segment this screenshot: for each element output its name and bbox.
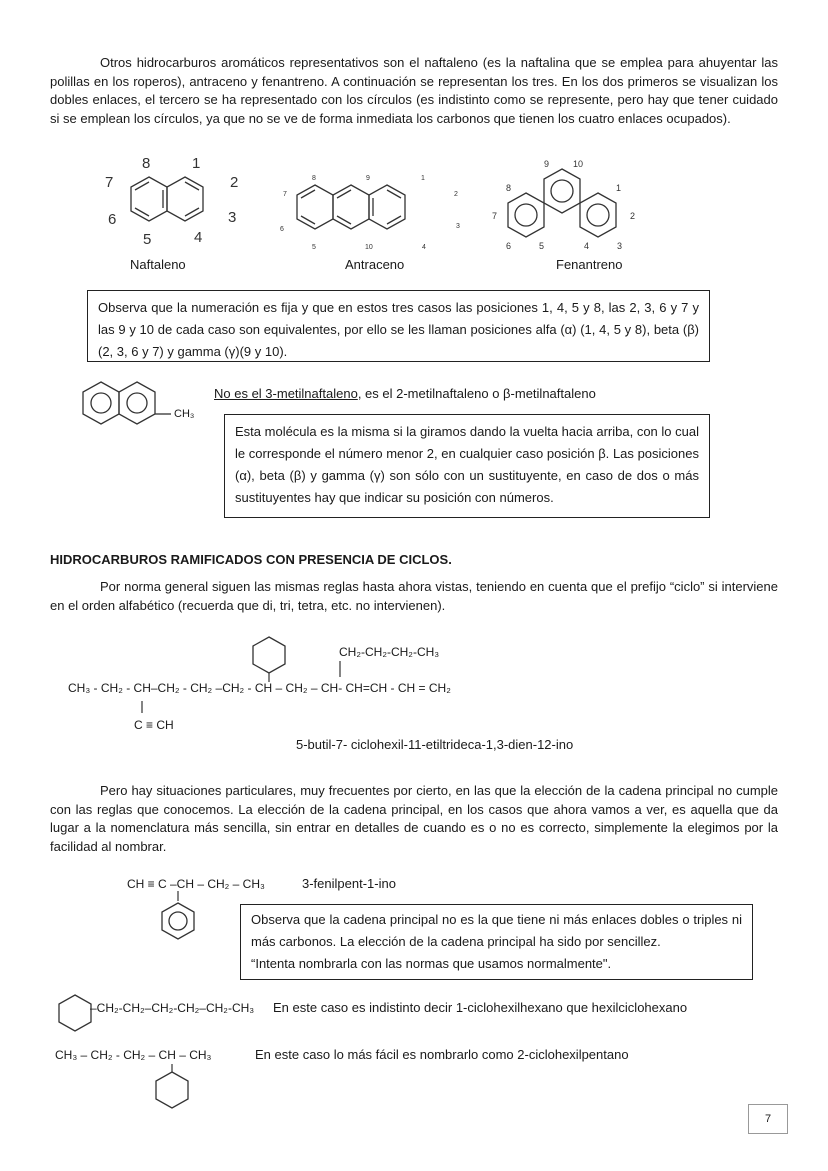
antraceno-pos-1: 1 [421,175,425,182]
hexyl-formula: –CH₂-CH₂–CH₂-CH₂–CH₂-CH₃ [90,1001,255,1015]
fenantreno-pos-9: 9 [544,159,550,169]
methylnaphthalene-structure [74,378,214,428]
fenantreno-pos-4: 4 [584,241,590,251]
antraceno-pos-5: 5 [312,244,316,251]
phenyl-note-text-1: Observa que la cadena principal no es la que tiene ni más enlaces dobles o triples ni más carbonos. La elección de la cadena principal ha sido por sencillez. [251,912,742,949]
hexyl-note: En este caso es indistinto decir 1-ciclohexilhexano que hexilciclohexano [273,1000,688,1015]
fenantreno-pos-10: 10 [573,159,584,169]
antraceno-pos-3: 3 [456,223,460,230]
antraceno-structure [270,165,470,260]
naftaleno-pos-1: 1 [192,155,201,172]
cyclohexyl-ring-pentyl [152,1064,192,1114]
fenantreno-pos-7: 7 [492,211,498,221]
pentyl-note: En este caso lo más fácil es nombrarlo como 2-ciclohexilpentano [255,1047,629,1062]
example1-name: 5-butil-7- ciclohexil-11-etiltrideca-1,3-dien-12-ino [296,737,574,752]
naftaleno-pos-3: 3 [228,209,237,226]
naftaleno-pos-2: 2 [230,174,239,191]
naftaleno-structure [95,150,255,260]
positions-note-text: Observa que la numeración es fija y que en estos tres casos las posiciones 1, 4, 5 y 8, las 2, 3, 6 y 7 y las 9 y 10 de cada caso son equivalentes, por ello se les llaman posiciones alfa (α) (1, 4, 5 y 8), beta (β) (2, 3, 6 y 7) y gamma (γ)(9 y 10). [98,300,699,359]
fenantreno-pos-3: 3 [617,241,623,251]
section-paragraph: Por norma general siguen las mismas reglas hasta ahora vistas, teniendo en cuenta que el prefijo “ciclo” si interviene en el orden alfabético (recuerda que di, tri, tetra, etc. no intervienen). [50,579,778,613]
fenantreno-pos-5: 5 [539,241,545,251]
example1-main-chain: CH₃ - CH₂ - CH–CH₂ - CH₂ –CH₂ - CH – CH₂ – CH- CH=CH - CH = CH₂ [68,681,451,695]
positions-note-box [87,290,710,362]
naftaleno-pos-4: 4 [194,229,203,246]
fenantreno-pos-6: 6 [506,241,512,251]
naftaleno-pos-7: 7 [105,174,114,191]
phenyl-example-formula: CH ≡ C –CH – CH₂ – CH₃ [127,877,265,891]
example1-bottom-bond [140,699,144,715]
phenyl-note-text-2: “Intenta nombrarla con las normas que usamos normalmente". [251,956,612,971]
antraceno-pos-7: 7 [283,191,287,198]
methyl-note-box [224,414,710,518]
example1-top-bond [338,661,342,679]
antraceno-caption: Antraceno [345,257,405,272]
page-number: 7 [748,1104,788,1134]
phenyl-example-name: 3-fenilpent-1-ino [302,876,396,891]
phenyl-ring [158,891,198,951]
section-paragraph-2: Pero hay situaciones particulares, muy frecuentes por cierto, en las que la elección de la cadena principal no cumple con las reglas que conocemos. La elección de la cadena principal, en los casos que ahora vamos a ver, es aquella que da lugar a la nomenclatura más sencilla, sin entrar en detalles de cuando es o no es correcto, simplemente la elegimos por la facilidad al nombrar. [50,783,778,854]
antraceno-pos-10: 10 [365,244,373,251]
naftaleno-pos-5: 5 [143,231,152,248]
fenantreno-caption: Fenantreno [556,257,623,272]
antraceno-pos-2: 2 [454,191,458,198]
phenyl-note-box [240,904,753,980]
pentyl-formula: CH₃ – CH₂ - CH₂ – CH – CH₃ [55,1048,212,1062]
example1-top-branch: CH₂-CH₂-CH₂-CH₃ [339,645,440,659]
antraceno-pos-9: 9 [366,175,370,182]
naftaleno-caption: Naftaleno [130,257,186,272]
antraceno-pos-8: 8 [312,175,316,182]
methyl-substituent: CH₃ [174,408,195,420]
section-heading: HIDROCARBUROS RAMIFICADOS CON PRESENCIA DE CICLOS. [50,552,452,567]
antraceno-pos-4: 4 [422,244,426,251]
fenantreno-pos-2: 2 [630,211,636,221]
fenantreno-pos-8: 8 [506,183,512,193]
cyclohexyl-ring-example1 [249,635,289,675]
intro-paragraph: Otros hidrocarburos aromáticos representativos son el naftaleno (es la naftalina que se emplea para ahuyentar las polillas en los roperos), antraceno y fenantreno. A continuación se representan los tres. En los dos primeros se visualizan los dobles enlaces, el tercero se ha representado con los círculos (es indistinto como se represente, pero hay que tener cuidado si se emplean los círculos, ya que no se ve de forma inmediata los carbonos que tienen los cuatro enlaces ocupados). [50,55,778,126]
cyclohexyl-ring-hexyl [55,993,95,1033]
methyl-statement-wrong: No es el 3-metilnaftaleno [214,386,358,401]
naftaleno-pos-8: 8 [142,155,151,172]
antraceno-pos-6: 6 [280,226,284,233]
example1-bottom-branch: C ≡ CH [134,718,174,732]
naftaleno-pos-6: 6 [108,211,117,228]
methyl-note-text: Esta molécula es la misma si la giramos dando la vuelta hacia arriba, con lo cual le corresponde el número menor 2, en cualquier caso posición β. Las posiciones (α), beta (β) y gamma (γ) son sólo con un sustituyente, en caso de dos o más sustituyentes hay que indicar su posición con números. [235,424,699,505]
methyl-statement-right: , es el 2-metilnaftaleno o β-metilnaftaleno [357,386,596,401]
methyl-statement [214,386,596,401]
fenantreno-structure [490,155,660,255]
fenantreno-pos-1: 1 [616,183,622,193]
